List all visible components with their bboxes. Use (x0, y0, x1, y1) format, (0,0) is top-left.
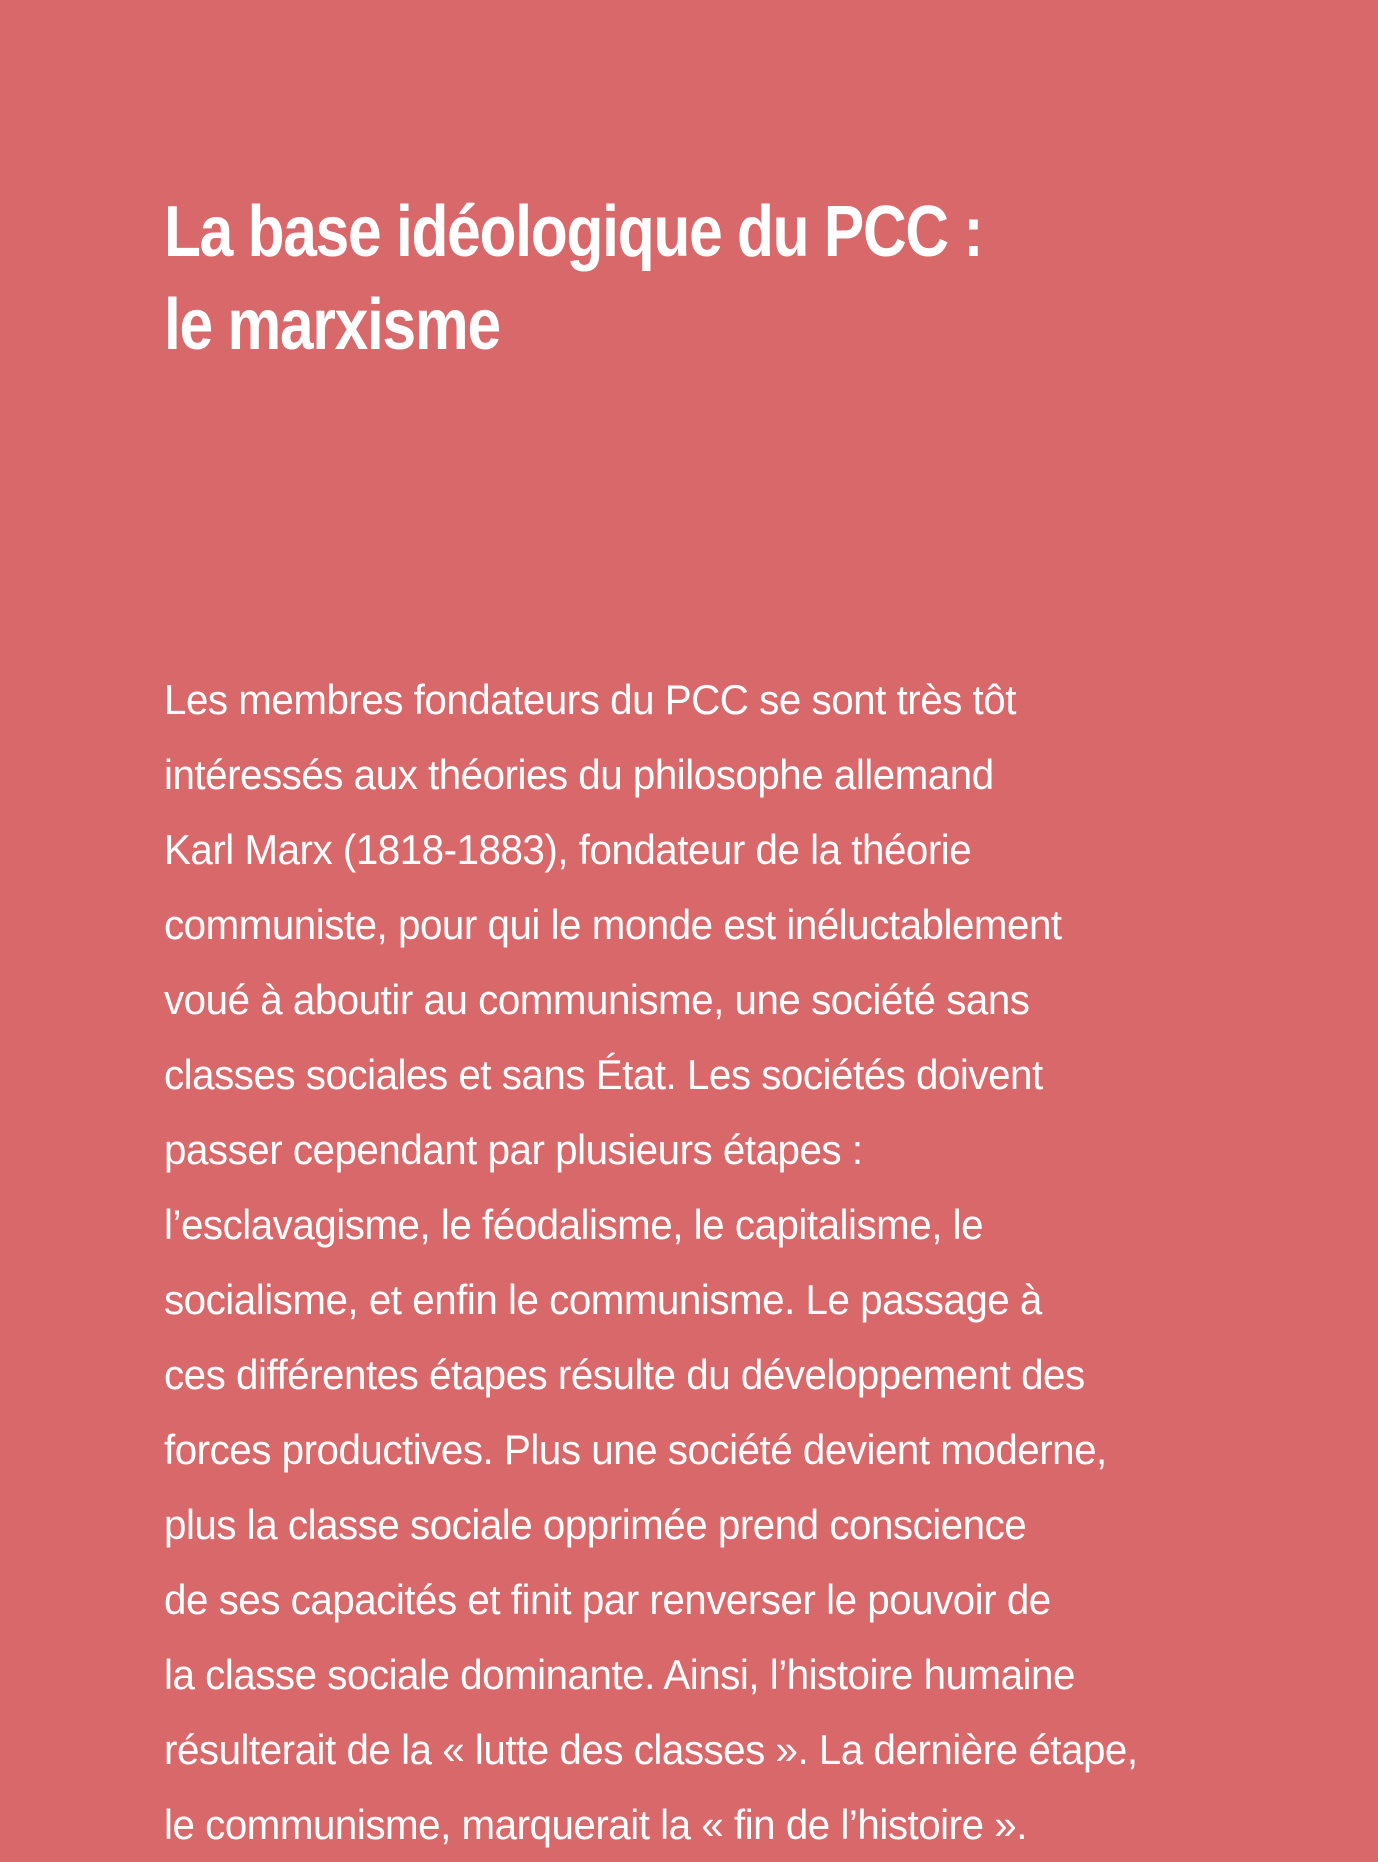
paragraph-line: la classe sociale dominante. Ainsi, l’histoire humaine (164, 1651, 1075, 1698)
title-line-1: La base idéologique du PCC : (164, 192, 983, 272)
paragraph-line: socialisme, et enfin le communisme. Le passage à (164, 1276, 1042, 1323)
paragraph-line: classes sociales et sans État. Les sociétés doivent (164, 1051, 1043, 1098)
paragraph-line: passer cependant par plusieurs étapes : (164, 1126, 863, 1173)
paragraph-line: communiste, pour qui le monde est inéluctablement (164, 901, 1062, 948)
body-paragraph (164, 662, 1214, 1862)
paragraph-line: plus la classe sociale opprimée prend conscience (164, 1501, 1027, 1548)
paragraph-line: intéressés aux théories du philosophe allemand (164, 751, 994, 798)
title-line-2: le marxisme (164, 285, 500, 365)
paragraph-line: voué à aboutir au communisme, une société sans (164, 976, 1030, 1023)
paragraph-line: résulterait de la « lutte des classes ». La dernière étape, (164, 1726, 1138, 1773)
page-title (164, 186, 1083, 372)
paragraph-line: ces différentes étapes résulte du développement des (164, 1351, 1085, 1398)
paragraph-line: Karl Marx (1818-1883), fondateur de la théorie (164, 826, 972, 873)
paragraph-line: Les membres fondateurs du PCC se sont très tôt (164, 676, 1016, 723)
paragraph-line: de ses capacités et finit par renverser le pouvoir de (164, 1576, 1051, 1623)
paragraph-line: forces productives. Plus une société devient moderne, (164, 1426, 1107, 1473)
paragraph-line: le communisme, marquerait la « fin de l’histoire ». (164, 1801, 1027, 1848)
paragraph-line: l’esclavagisme, le féodalisme, le capitalisme, le (164, 1201, 984, 1248)
